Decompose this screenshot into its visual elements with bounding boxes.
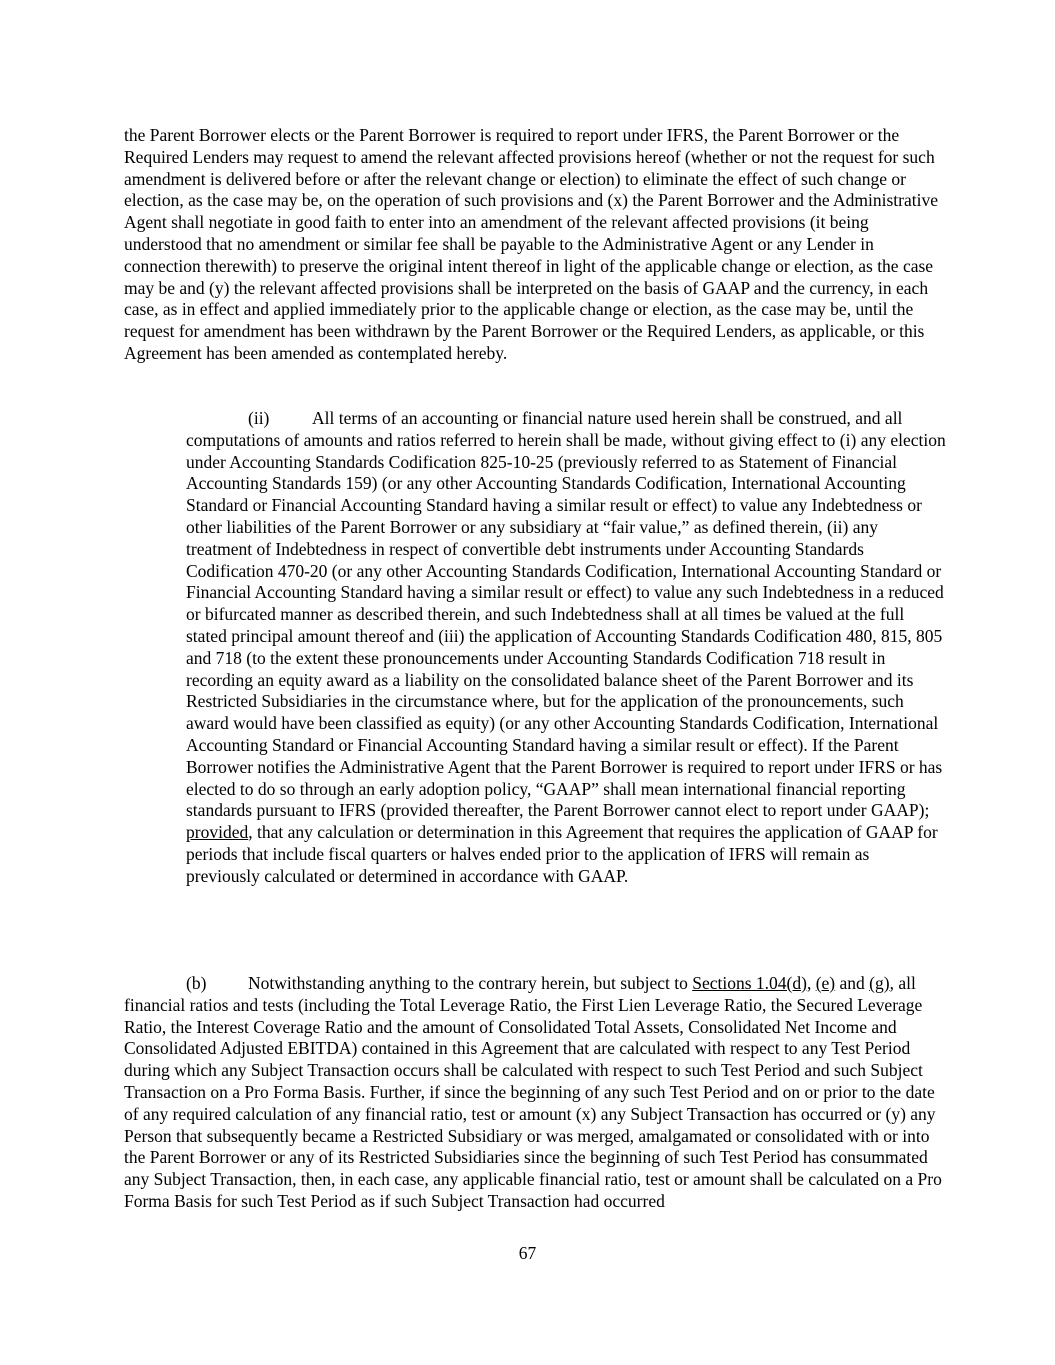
clause-ii-label: (ii)	[248, 408, 270, 428]
clause-b-text-part2: , all financial ratios and tests (including the Total Leverage Ratio, the First Lien Leverage Ratio, the Secured Leverage Ratio, the Interest Coverage Ratio and the amount of Consolidated Total Assets, Consolidated Net Income and Consolidated Adjusted EBITDA) contained in this Agreement that are calculated with respect to any Test Period during which any Subject Transaction occurs shall be calculated with respect to such Test Period and such Subject Transaction on a Pro Forma Basis. Further, if since the beginning of any such Test Period and on or prior to the date of any required calculation of any financial ratio, test or amount (x) any Subject Transaction has occurred or (y) any Person that subsequently became a Restricted Subsidiary or was merged, amalgamated or consolidated with or into the Parent Borrower or any of its Restricted Subsidiaries since the beginning of such Test Period has consummated any Subject Transaction, then, in each case, any applicable financial ratio, test or amount shall be calculated on a Pro Forma Basis for such Test Period as if such Subject Transaction had occurred	[124, 973, 942, 1211]
sections-reference: Sections 1.04(d)	[692, 973, 807, 993]
page-number: 67	[518, 1243, 537, 1263]
clause-b-paragraph	[124, 973, 944, 1213]
clause-b-text-part1: Notwithstanding anything to the contrary herein, but subject to	[248, 973, 688, 993]
clause-ii-paragraph	[186, 408, 946, 888]
clause-ii-text-part1: All terms of an accounting or financial nature used herein shall be construed, and all computations of amounts and ratios referred to herein shall be made, without giving effect to (i) any election under Accounting Standards Codification 825-10-25 (previously referred to as Statement of Financial Accounting Standards 159) (or any other Accounting Standards Codification, International Accounting Standard or Financial Accounting Standard having a similar result or effect) to value any Indebtedness or other liabilities of the Parent Borrower or any subsidiary at “fair value,” as defined therein, (ii) any treatment of Indebtedness in respect of convertible debt instruments under Accounting Standards Codification 470-20 (or any other Accounting Standards Codification, International Accounting Standard or Financial Accounting Standard having a similar result or effect) to value any such Indebtedness in a reduced or bifurcated manner as described therein, and such Indebtedness shall at all times be valued at the full stated principal amount thereof and (iii) the application of Accounting Standards Codification 480, 815, 805 and 718 (to the extent these pronouncements under Accounting Standards Codification 718 result in recording an equity award as a liability on the consolidated balance sheet of the Parent Borrower and its Restricted Subsidiaries in the circumstance where, but for the application of the pronouncements, such award would have been classified as equity) (or any other Accounting Standards Codification, International Accounting Standard or Financial Accounting Standard having a similar result or effect). If the Parent Borrower notifies the Administrative Agent that the Parent Borrower is required to report under IFRS or has elected to do so through an early adoption policy, “GAAP” shall mean international financial reporting standards pursuant to IFRS (provided thereafter, the Parent Borrower cannot elect to report under GAAP);	[186, 408, 946, 821]
clause-b-label: (b)	[186, 973, 207, 993]
reference-e: (e)	[815, 973, 836, 993]
reference-separator: ,	[806, 973, 812, 993]
reference-g: (g)	[869, 973, 890, 993]
provided-term: provided	[186, 822, 249, 843]
reference-conjunction: and	[839, 973, 865, 993]
clause-ii-text-part2: , that any calculation or determination in this Agreement that requires the application of GAAP for periods that include fiscal quarters or halves ended prior to the application of IFRS will remain as previously calculated or determined in accordance with GAAP.	[186, 822, 938, 886]
paragraph-continuation: the Parent Borrower elects or the Parent Borrower is required to report under IFRS, the Parent Borrower or the Required Lenders may request to amend the relevant affected provisions hereof (whether or not the request for such amendment is delivered before or after the relevant change or election) to eliminate the effect of such change or election, as the case may be, on the operation of such provisions and (x) the Parent Borrower and the Administrative Agent shall negotiate in good faith to enter into an amendment of the relevant affected provisions (it being understood that no amendment or similar fee shall be payable to the Administrative Agent or any Lender in connection therewith) to preserve the original intent thereof in light of the applicable change or election, as the case may be and (y) the relevant affected provisions shall be interpreted on the basis of GAAP and the currency, in each case, as in effect and applied immediately prior to the applicable change or election, as the case may be, until the request for amendment has been withdrawn by the Parent Borrower or the Required Lenders, as applicable, or this Agreement has been amended as contemplated hereby.	[124, 125, 939, 363]
